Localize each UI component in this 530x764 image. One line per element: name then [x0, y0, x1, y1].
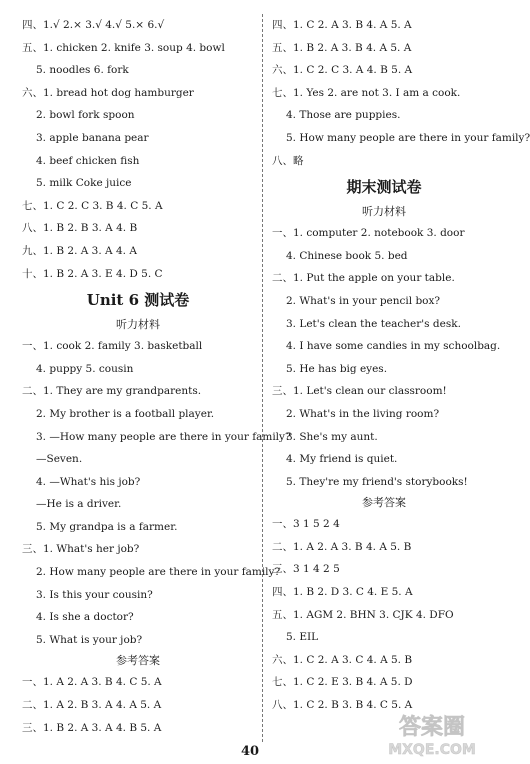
- answer-line: 4. —What's his job?: [36, 475, 141, 488]
- answer-line: 5. milk Coke juice: [36, 177, 132, 190]
- answer-line: 5. He has big eyes.: [286, 362, 388, 375]
- answer-line: 5. My grandpa is a farmer.: [36, 520, 178, 533]
- answer-line: 六、1. bread hot dog hamburger: [22, 86, 194, 99]
- answer-line: 一、1. A 2. A 3. B 4. C 5. A: [22, 676, 162, 689]
- answer-line: 4. beef chicken fish: [36, 154, 140, 167]
- answer-line: 七、1. C 2. E 3. B 4. A 5. D: [272, 676, 413, 689]
- answer-line: 3. Let's clean the teacher's desk.: [286, 317, 461, 330]
- watermark-bottom: MXQE.COM: [388, 742, 476, 758]
- answer-line: 二、1. They are my grandparents.: [22, 385, 202, 398]
- answer-line: 三、1. What's her job?: [22, 543, 140, 556]
- answer-line: 八、1. B 2. B 3. A 4. B: [22, 222, 138, 235]
- answer-line: 5. EIL: [286, 631, 319, 644]
- answer-line: 5. noodles 6. fork: [36, 64, 129, 77]
- answer-line: 4. Is she a doctor?: [36, 611, 134, 624]
- answer-line: —He is a driver.: [36, 498, 122, 511]
- answer-line: 5. They're my friend's storybooks!: [286, 475, 468, 488]
- right-column: [272, 14, 530, 717]
- answer-line: 七、1. C 2. C 3. B 4. C 5. A: [22, 199, 163, 212]
- answer-line: 五、1. AGM 2. BHN 3. CJK 4. DFO: [272, 608, 454, 621]
- answer-line: 五、1. chicken 2. knife 3. soup 4. bowl: [22, 41, 225, 54]
- answer-line: 4. puppy 5. cousin: [36, 362, 134, 375]
- section-heading: Unit 6 测试卷: [86, 291, 190, 310]
- section-subtitle: 参考答案: [362, 496, 406, 510]
- answer-line: 四、1. B 2. D 3. C 4. E 5. A: [272, 586, 413, 599]
- answer-line: 八、略: [272, 154, 304, 167]
- answer-line: 三、1. B 2. A 3. A 4. B 5. A: [22, 721, 162, 734]
- answer-line: 2. My brother is a football player.: [36, 407, 215, 420]
- answer-line: 4. I have some candies in my schoolbag.: [286, 340, 501, 353]
- answer-line: 一、1. computer 2. notebook 3. door: [272, 227, 465, 240]
- answer-line: 一、3 1 5 2 4: [272, 518, 340, 531]
- watermark-logo: [368, 710, 496, 760]
- answer-line: 四、1. C 2. A 3. B 4. A 5. A: [272, 19, 412, 31]
- answer-line: 4. Chinese book 5. bed: [286, 249, 408, 262]
- answer-line: 3. apple banana pear: [36, 131, 149, 144]
- answer-line: 四、1.√ 2.× 3.√ 4.√ 5.× 6.√: [22, 19, 165, 31]
- section-subtitle: 听力材料: [362, 205, 406, 219]
- answer-line: 4. My friend is quiet.: [286, 453, 398, 466]
- answer-line: 5. How many people are there in your family?: [286, 131, 530, 144]
- answer-line: 八、1. C 2. B 3. B 4. C 5. A: [272, 699, 413, 712]
- section-subtitle: 听力材料: [116, 318, 160, 332]
- answer-line: 5. What is your job?: [36, 633, 143, 646]
- answer-line: 九、1. B 2. A 3. A 4. A: [22, 244, 137, 257]
- answer-line: 六、1. C 2. A 3. C 4. A 5. B: [272, 653, 413, 666]
- page-number: 40: [240, 744, 260, 759]
- answer-line: 2. What's in your pencil box?: [286, 294, 441, 307]
- section-heading: 期末测试卷: [346, 178, 422, 197]
- answer-line: 十、1. B 2. A 3. E 4. D 5. C: [22, 267, 163, 280]
- answer-line: 二、1. Put the apple on your table.: [272, 272, 455, 285]
- answer-line: 3. —How many people are there in your family?: [36, 430, 291, 443]
- answer-line: 3. She's my aunt.: [286, 430, 378, 443]
- answer-line: 2. How many people are there in your family?: [36, 566, 281, 579]
- answer-line: —Seven.: [36, 453, 83, 466]
- answer-line: 七、1. Yes 2. are not 3. I am a cook.: [272, 86, 461, 99]
- answer-line: 4. Those are puppies.: [286, 109, 401, 122]
- answer-line: 3. Is this your cousin?: [36, 588, 153, 601]
- watermark-top: 答案圈: [398, 715, 466, 740]
- answer-line: 二、1. A 2. A 3. B 4. A 5. B: [272, 540, 412, 553]
- answer-line: 五、1. B 2. A 3. B 4. A 5. A: [272, 41, 412, 54]
- answer-line: 一、1. cook 2. family 3. basketball: [22, 340, 203, 353]
- answer-line: 三、3 1 4 2 5: [272, 563, 340, 576]
- answer-line: 二、1. A 2. B 3. A 4. A 5. A: [22, 699, 162, 712]
- answer-line: 三、1. Let's clean our classroom!: [272, 385, 447, 398]
- column-divider: [262, 14, 263, 742]
- answer-line: 六、1. C 2. C 3. A 4. B 5. A: [272, 64, 413, 77]
- section-subtitle: 参考答案: [116, 654, 160, 668]
- answer-line: 2. bowl fork spoon: [36, 109, 135, 122]
- answer-line: 2. What's in the living room?: [286, 407, 440, 420]
